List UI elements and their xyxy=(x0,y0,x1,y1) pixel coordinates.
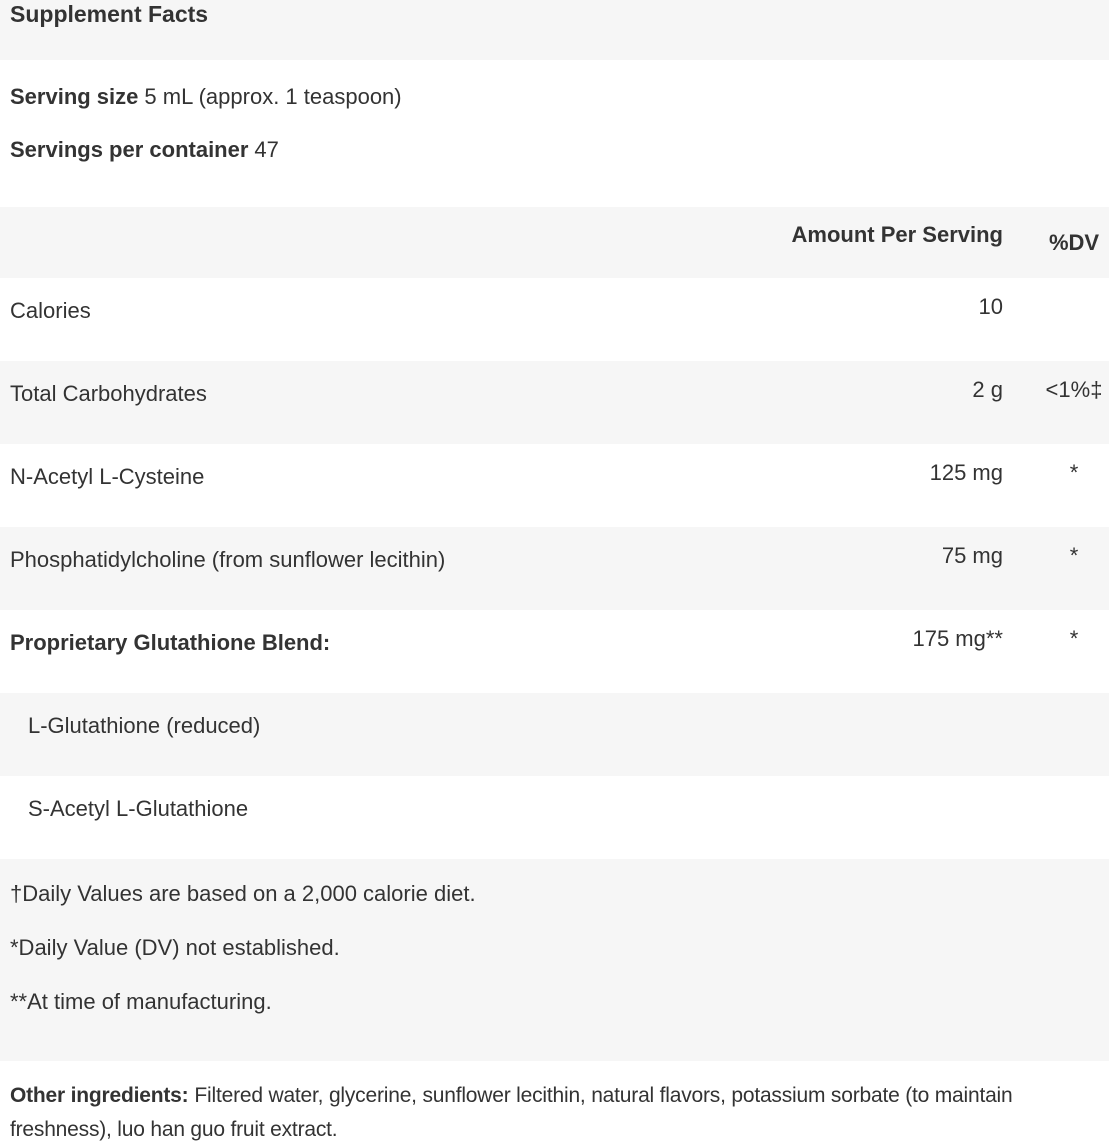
other-ingredients-label: Other ingredients: xyxy=(10,1084,189,1107)
table-row xyxy=(0,527,1109,610)
table-body xyxy=(0,278,1109,859)
table-row xyxy=(0,776,1109,859)
serving-section xyxy=(0,60,1109,207)
amount-value: 10 xyxy=(978,294,1003,319)
table-row xyxy=(0,693,1109,776)
footnote-dv-not-established: *Daily Value (DV) not established. xyxy=(10,935,340,960)
servings-per-container-value: 47 xyxy=(254,137,279,162)
dv-value: * xyxy=(1069,543,1079,568)
ingredient-name: L-Glutathione (reduced) xyxy=(28,713,261,738)
amount-value: 75 mg xyxy=(941,543,1003,568)
footnote-manufacturing: **At time of manufacturing. xyxy=(10,989,272,1014)
amount-value: 125 mg xyxy=(929,460,1003,485)
title-band xyxy=(0,0,1109,60)
ingredient-name: Phosphatidylcholine (from sunflower lecithin) xyxy=(10,547,446,572)
table-row xyxy=(0,361,1109,444)
dv-value: * xyxy=(1069,460,1079,485)
footnote-daily-values: †Daily Values are based on a 2,000 calorie diet. xyxy=(10,881,476,906)
table-row xyxy=(0,610,1109,693)
servings-per-container-line xyxy=(10,137,1099,163)
servings-per-container-label: Servings per container xyxy=(10,137,249,162)
serving-size-value: 5 mL (approx. 1 teaspoon) xyxy=(144,84,402,109)
amount-value: 175 mg** xyxy=(912,626,1003,651)
page-title: Supplement Facts xyxy=(10,1,209,27)
table-row xyxy=(0,278,1109,361)
amount-value: 2 g xyxy=(972,377,1003,402)
footnotes-section xyxy=(0,859,1109,1061)
serving-size-line xyxy=(10,60,1099,110)
table-header-row xyxy=(0,207,1109,278)
other-ingredients-section xyxy=(0,1061,1109,1143)
ingredient-name: Calories xyxy=(10,298,91,323)
amount-per-serving-header: Amount Per Serving xyxy=(791,222,1003,247)
ingredient-name: N-Acetyl L-Cysteine xyxy=(10,464,205,489)
ingredient-name: S-Acetyl L-Glutathione xyxy=(28,796,249,821)
dv-header: %DV xyxy=(1048,230,1100,255)
dv-value: <1%‡ xyxy=(1045,377,1103,402)
facts-table xyxy=(0,207,1109,859)
ingredient-name: Total Carbohydrates xyxy=(10,381,207,406)
table-row xyxy=(0,444,1109,527)
dv-value: * xyxy=(1069,626,1079,651)
serving-size-label: Serving size xyxy=(10,84,139,109)
other-ingredients-text: Filtered water, glycerine, sunflower lecithin, natural flavors, potassium sorbate (to maintain freshness), luo han guo fruit extract. xyxy=(10,1084,1013,1141)
other-ingredients-paragraph xyxy=(10,1079,1099,1143)
ingredient-name: Proprietary Glutathione Blend: xyxy=(10,630,331,655)
